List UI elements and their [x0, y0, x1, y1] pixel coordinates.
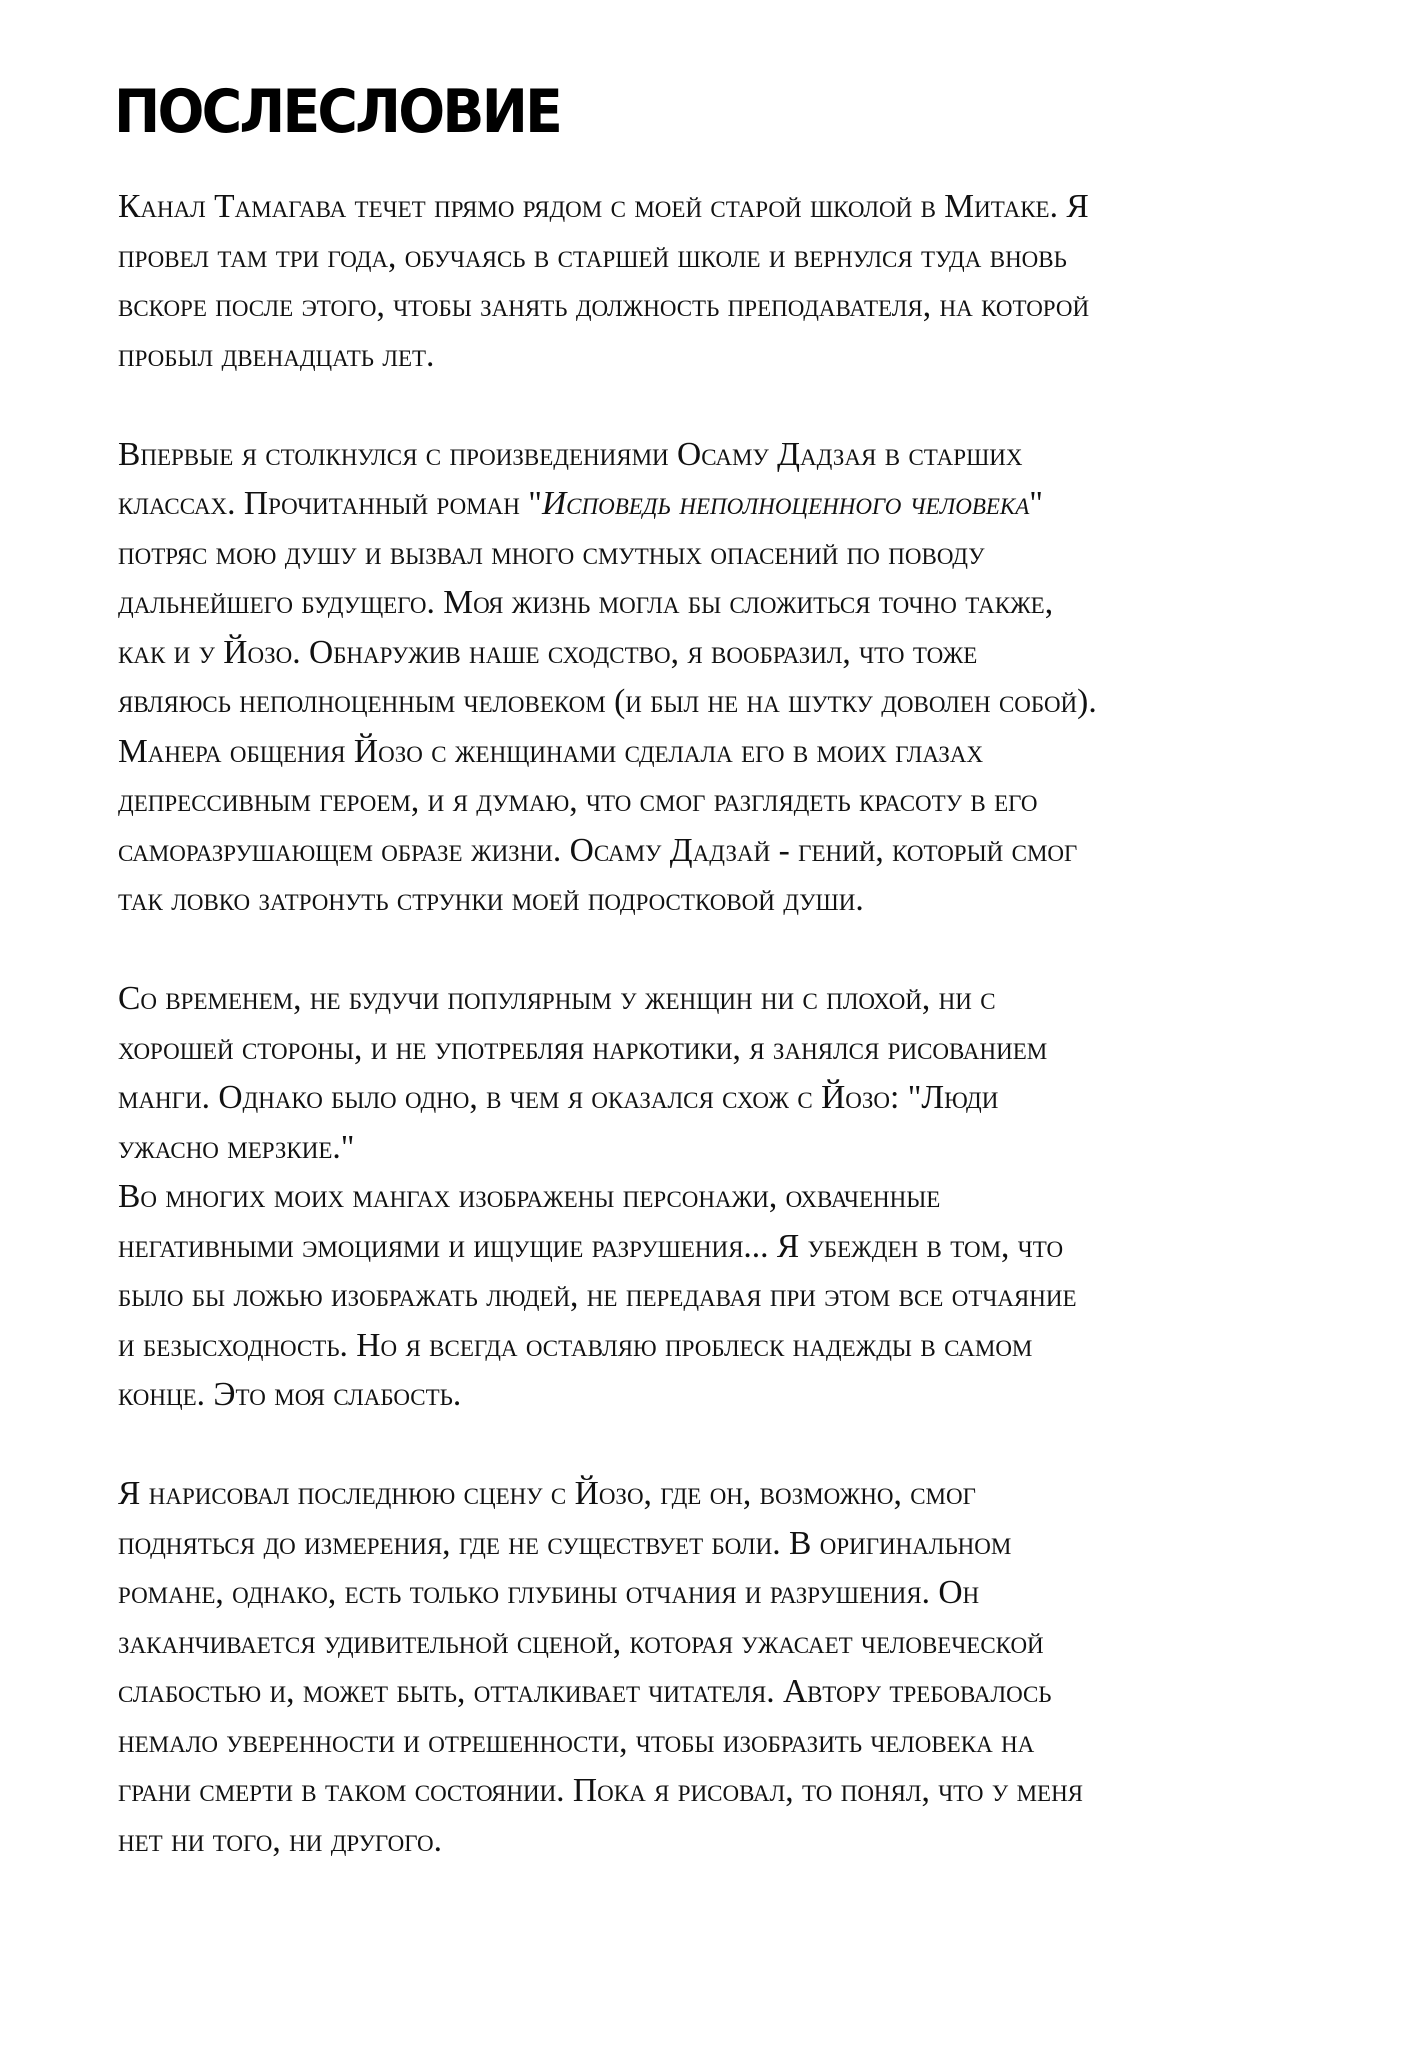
- text-line: было бы ложью изображать людей, не передавая при этом все отчаяние: [118, 1277, 1077, 1314]
- text-line: потряс мою душу и вызвал много смутных опасений по поводу: [118, 534, 985, 572]
- text-line: и безысходность. Но я всегда оставляю проблеск надежды в самом: [118, 1326, 1033, 1364]
- paragraph-gap: [118, 925, 1318, 975]
- text-line: пробыл двенадцать лет.: [118, 336, 435, 374]
- text-line: являюсь неполноценным человеком (и был не на шутку доволен собой).: [118, 683, 1097, 720]
- text-line: романе, однако, есть только глубины отчания и разрушения. Он: [118, 1574, 980, 1611]
- paragraph: [118, 430, 1318, 925]
- text-segment: ": [1029, 485, 1043, 522]
- text-line: грани смерти в таком состоянии. Пока я рисовал, то понял, что у меня: [118, 1772, 1084, 1809]
- text-line: Впервые я столкнулся с произведениями Осаму Дадзая в старших: [118, 435, 1023, 473]
- text-line: заканчивается удивительной сценой, которая ужасает человеческой: [118, 1623, 1044, 1661]
- text-segment: классах. Прочитанный роман ": [118, 485, 542, 522]
- text-line: дальнейшего будущего. Моя жизнь могла бы сложиться точно также,: [118, 584, 1054, 621]
- text-line: подняться до измерения, где не существует боли. В оригинальном: [118, 1524, 1012, 1562]
- text-line: как и у Йозо. Обнаружив наше сходство, я вообразил, что тоже: [118, 633, 978, 671]
- text-line: ужасно мерзкие.": [118, 1128, 355, 1166]
- paragraph: [118, 1469, 1318, 1865]
- text-line: так ловко затронуть струнки моей подростковой души.: [118, 881, 864, 918]
- text-line: провел там три года, обучаясь в старшей школе и вернулся туда вновь: [118, 237, 1067, 275]
- text-line: негативными эмоциями и ищущие разрушения... Я убежден в том, что: [118, 1227, 1064, 1265]
- paragraph-gap: [118, 380, 1318, 430]
- text-line: нет ни того, ни другого.: [118, 1821, 442, 1859]
- text-line: слабостью и, может быть, отталкивает читателя. Автору требовалось: [118, 1673, 1052, 1710]
- text-line: депрессивным героем, и я думаю, что смог разглядеть красоту в его: [118, 782, 1038, 819]
- book-title: Исповедь неполноценного человека: [541, 485, 1030, 522]
- page-title: ПОСЛЕСЛОВИЕ: [114, 77, 561, 147]
- text-line: хорошей стороны, и не употребляя наркотики, я занялся рисованием: [118, 1029, 1048, 1067]
- text-line: Манера общения Йозо с женщинами сделала его в моих глазах: [118, 732, 984, 770]
- text-line: вскоре после этого, чтобы занять должность преподавателя, на которой: [118, 287, 1090, 324]
- paragraph: [118, 182, 1318, 380]
- text-line: Канал Тамагава течет прямо рядом с моей старой школой в Митаке. Я: [118, 188, 1089, 225]
- paragraph: [118, 974, 1318, 1420]
- text-line: [118, 479, 1318, 529]
- text-line: Со временем, не будучи популярным у женщин ни с плохой, ни с: [118, 980, 996, 1017]
- text-line: конце. Это моя слабость.: [118, 1376, 462, 1413]
- text-line: немало уверенности и отрешенности, чтобы изобразить человека на: [118, 1722, 1035, 1760]
- text-line: Во многих моих мангах изображены персонажи, охваченные: [118, 1178, 941, 1215]
- text-line: Я нарисовал последнюю сцену с Йозо, где он, возможно, смог: [118, 1475, 976, 1512]
- text-line: манги. Однако было одно, в чем я оказался схож с Йозо: "Люди: [118, 1079, 999, 1116]
- text-line: саморазрушающем образе жизни. Осаму Дадзай - гений, который смог: [118, 831, 1078, 869]
- paragraph-gap: [118, 1420, 1318, 1470]
- afterword-body: [118, 182, 1318, 1865]
